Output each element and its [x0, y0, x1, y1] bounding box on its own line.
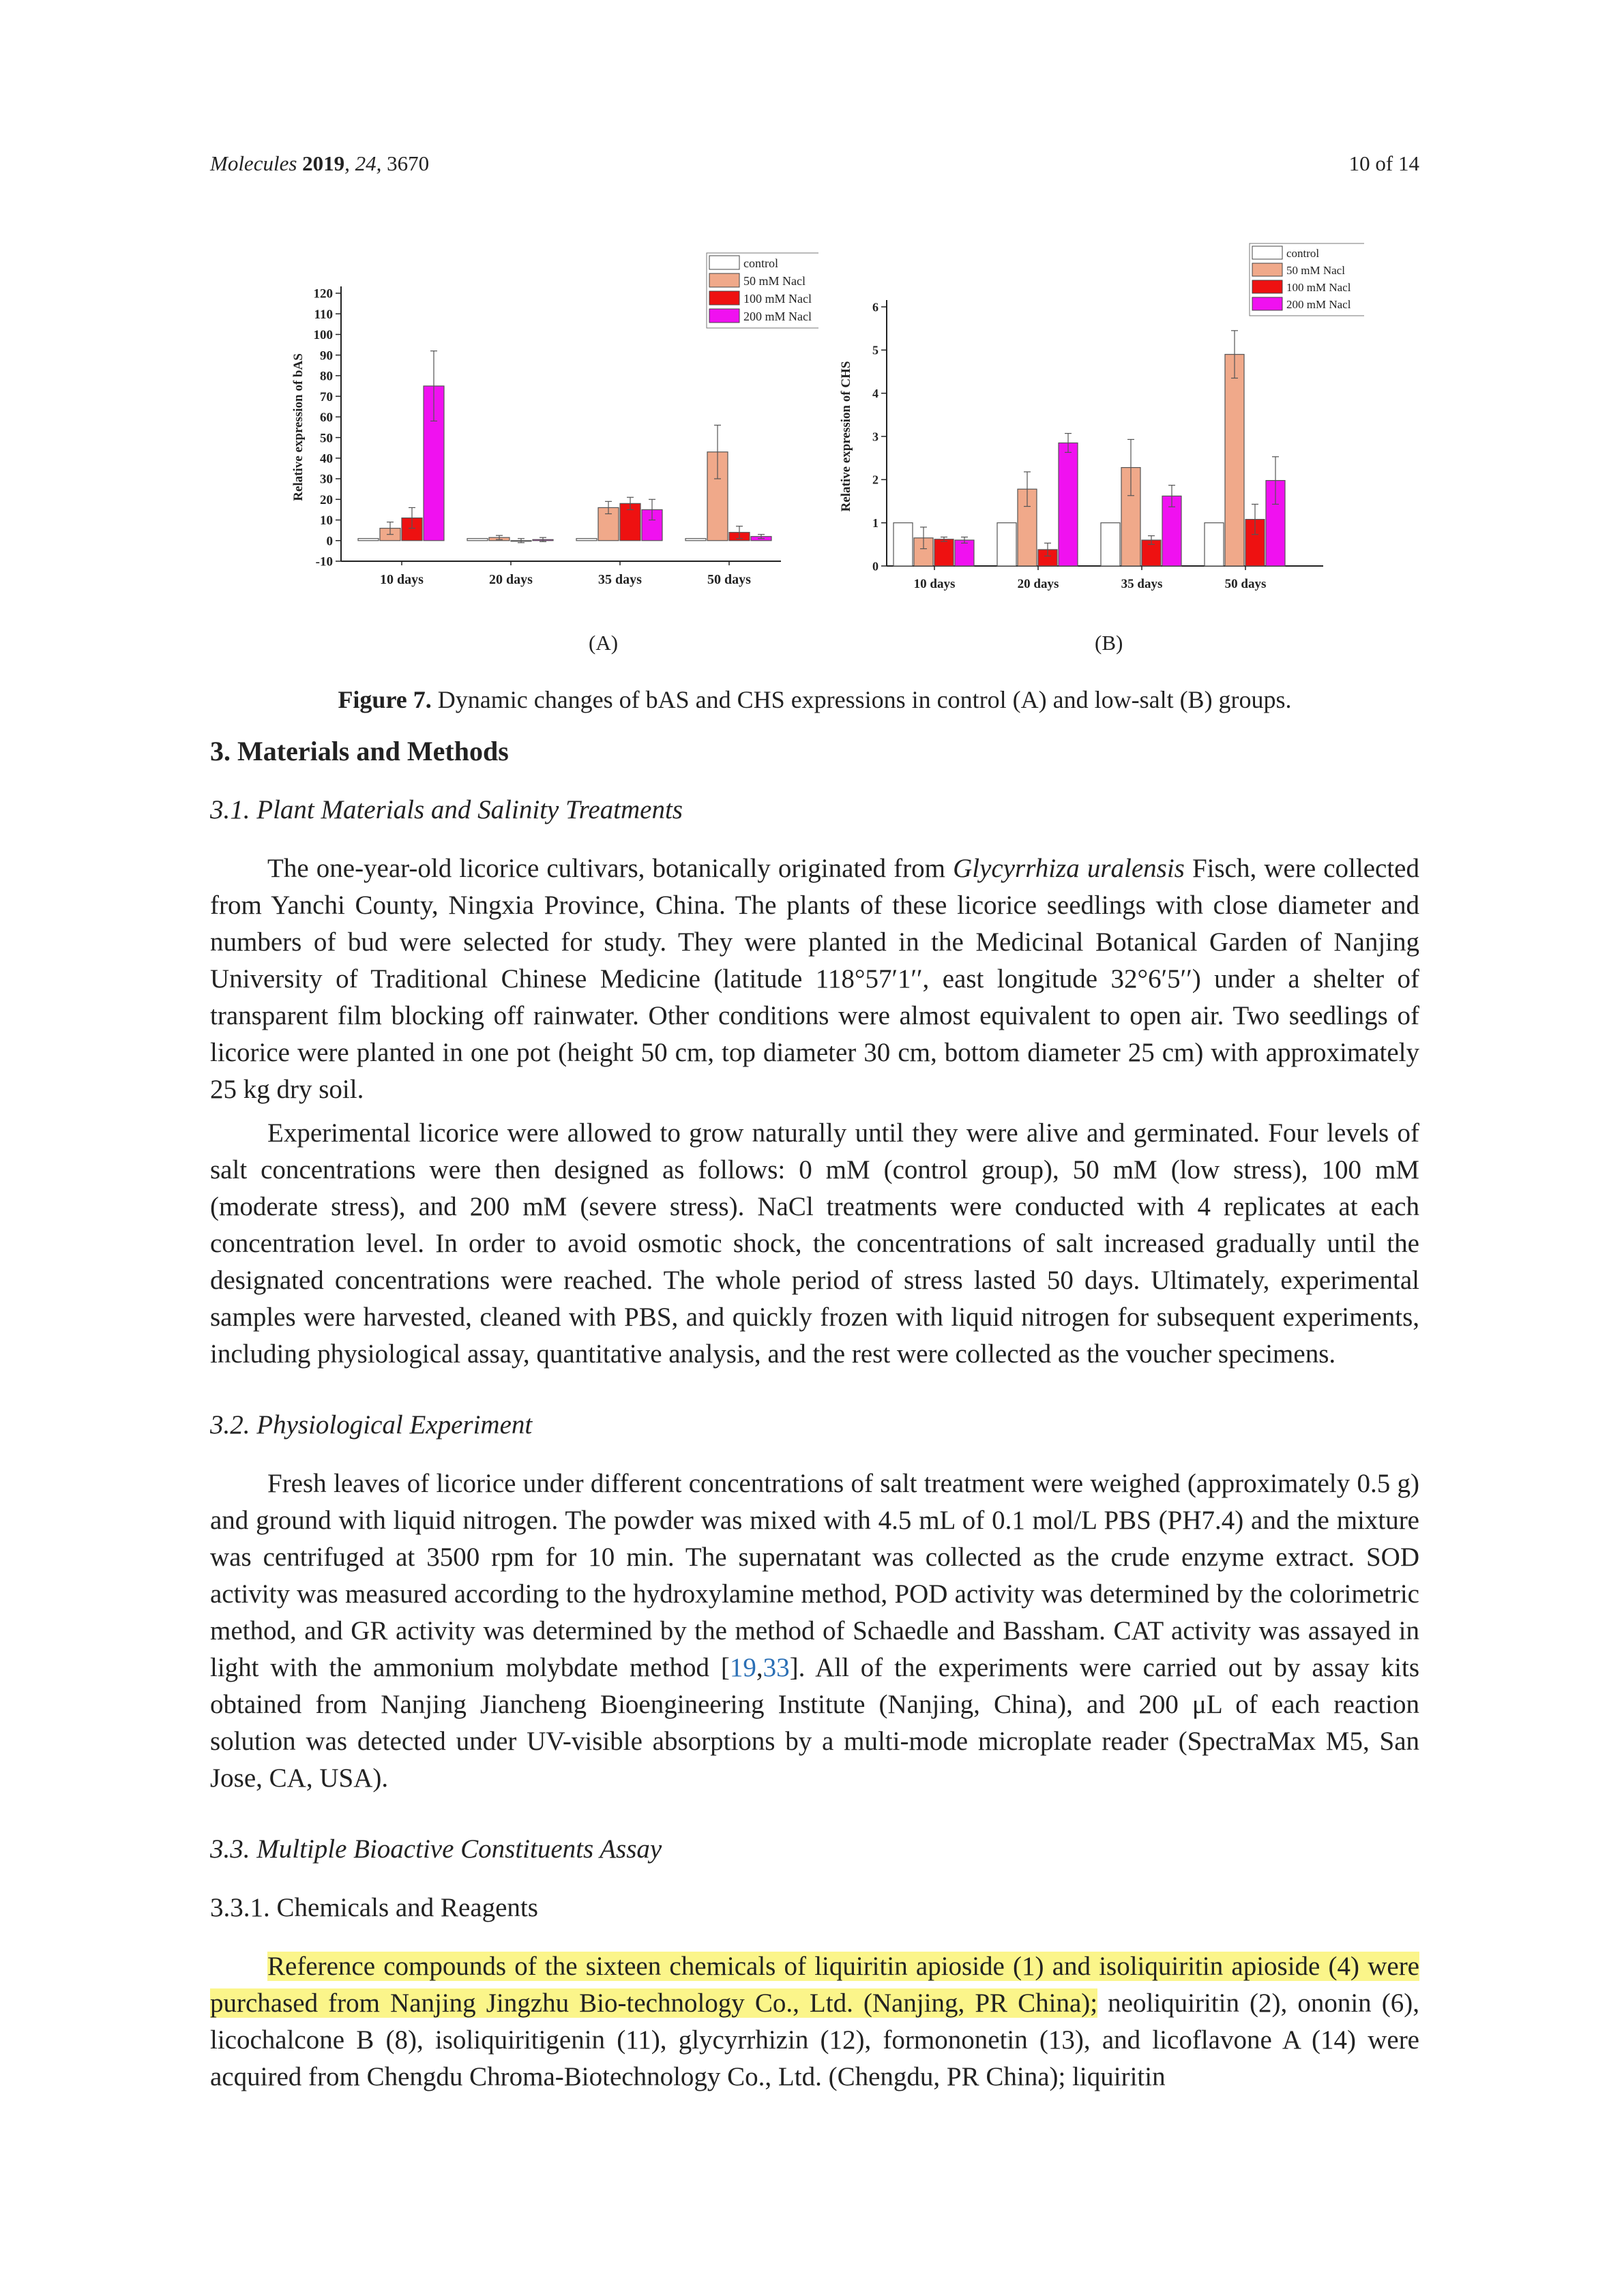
journal-volume: 24 [355, 151, 377, 175]
highlighted-text: Reference compounds of the sixteen chemicals of liquiritin apioside (1) and isoliquiritin apioside (4) were purchased from Nanjing Jingzhu Bio-technology Co., Ltd. (Nanjing, PR China); [210, 1952, 1419, 2018]
y-tick-label: 3 [872, 430, 879, 444]
species-name: Glycyrrhiza uralensis [953, 854, 1185, 883]
y-tick-label: -10 [315, 554, 333, 569]
main-text [210, 733, 1419, 2102]
y-tick-label: 6 [872, 300, 879, 314]
legend-label: 200 mM Nacl [1286, 298, 1351, 311]
chart-bas-expression [273, 235, 818, 617]
y-tick-label: 50 [320, 431, 333, 446]
subsection-heading-3-2: 3.2. Physiological Experiment [210, 1410, 533, 1440]
y-tick-label: 120 [313, 286, 333, 301]
x-tick-label: 35 days [598, 572, 642, 587]
paragraph-3-1-a [210, 850, 1419, 1108]
legend-swatch [1252, 280, 1282, 293]
y-tick-label: 0 [326, 534, 333, 549]
running-header-citation: Molecules 2019, 24, 3670 [210, 151, 430, 175]
citation-link-19[interactable]: 19 [729, 1653, 756, 1682]
bar-200-mm-nacl [1059, 443, 1078, 567]
paragraph-text: The one-year-old licorice cultivars, botanically originated from [267, 854, 954, 883]
bar-control [894, 523, 913, 566]
bar-control [358, 539, 379, 541]
bar-100-mm-nacl [934, 539, 954, 566]
legend-swatch [709, 291, 739, 305]
x-tick-label: 20 days [489, 572, 533, 587]
legend-swatch [1252, 263, 1282, 276]
citation-separator: , [756, 1653, 763, 1682]
y-axis-label: Relative expression of CHS [839, 361, 853, 512]
legend-label: control [743, 256, 778, 270]
x-tick-label: 50 days [1224, 577, 1267, 591]
legend-label: 50 mM Nacl [1286, 264, 1345, 277]
panel-label-b: (B) [1095, 631, 1123, 655]
panel-label-a: (A) [589, 631, 619, 655]
figure-caption [210, 685, 1419, 714]
paragraph-text: Fresh leaves of licorice under different concentrations of salt treatment were weighed (approximately 0.5 g) and ground with liquid nitrogen. The powder was mixed with 4.5 mL of 0.1 mol/L PBS (PH7.4) and the mixture was centrifuged at 3500 rpm for 10 min. The supernatant was collected as the crude enzyme extract. SOD activity was measured according to the hydroxylamine method, POD activity was determined by the colorimetric method, and GR activity was determined by the method of Schaedle and Bassham. CAT activity was assayed in light with the ammonium molybdate method [ [210, 1469, 1419, 1682]
subsection-heading-3-3: 3.3. Multiple Bioactive Constituents Assay [210, 1834, 662, 1864]
y-tick-label: 10 [320, 513, 333, 528]
x-tick-label: 10 days [913, 577, 956, 591]
x-tick-label: 50 days [707, 572, 751, 587]
paragraph-text: Fisch, were collected from Yanchi County, Ningxia Province, China. The plants of these licorice seedlings with close diameter and numbers of bud were selected for study. They were planted in the Medicinal Botanical Garden of Nanjing University of Traditional Chinese Medicine (latitude 118°57′1′′, east longitude 32°6′5′′) under a shelter of transparent film blocking off rainwater. Other conditions were almost equivalent to open air. Two seedlings of licorice were planted in one pot (height 50 cm, top diameter 30 cm, bottom diameter 25 cm) with approximately 25 kg dry soil. [210, 854, 1419, 1104]
caption-text: Dynamic changes of bAS and CHS expressions in control (A) and low-salt (B) groups. [437, 686, 1292, 713]
y-tick-label: 90 [320, 348, 333, 363]
legend-label: 100 mM Nacl [743, 292, 812, 305]
legend-label: 100 mM Nacl [1286, 281, 1351, 294]
x-tick-label: 10 days [380, 572, 424, 587]
y-tick-label: 80 [320, 369, 333, 384]
legend-label: 200 mM Nacl [743, 310, 812, 323]
paragraph-text: ]. All of the experiments were carried out by assay kits obtained from Nanjing Jiancheng Bioengineering Institute (Nanjing, China), and 200 μL of each reaction solution was detected under UV-visible absorptions by a multi-mode microplate reader (SpectraMax M5, San Jose, CA, USA). [210, 1653, 1420, 1793]
legend-swatch [709, 309, 739, 323]
legend-label: 50 mM Nacl [743, 274, 806, 288]
bar-50-mm-nacl [1225, 355, 1244, 566]
bar-control [685, 539, 706, 541]
paragraph-3-2 [210, 1465, 1419, 1797]
y-tick-label: 1 [872, 516, 879, 530]
paragraph-text: neoliquiritin (2), ononin (6), licochalcone B (8), isoliquiritigenin (11), glycyrrhizin (12), formononetin (13), and licoflavone A (14) were acquired from Chengdu Chroma-Biotechnology Co., Ltd. (Chengdu, PR China); liquiritin [210, 1988, 1419, 2091]
paragraph-3-1-b: Experimental licorice were allowed to grow naturally until they were alive and germinated. Four levels of salt concentrations were then designed as follows: 0 mM (control group), 50 mM (low stress), 100 mM (moderate stress), and 200 mM (severe stress). NaCl treatments were conducted with 4 replicates at each concentration level. In order to avoid osmotic shock, the concentrations of salt increased gradually until the designated concentrations were reached. The whole period of stress lasted 50 days. Ultimately, experimental samples were harvested, cleaned with PBS, and quickly frozen with liquid nitrogen for subsequent experiments, including physiological assay, quantitative analysis, and the rest were collected as the voucher specimens. [210, 1118, 1419, 1369]
legend-swatch [1252, 246, 1282, 259]
subsubsection-heading-3-3-1: 3.3.1. Chemicals and Reagents [210, 1893, 538, 1922]
y-tick-label: 70 [320, 389, 333, 404]
paragraph-3-3-1 [210, 1948, 1419, 2096]
legend-swatch [1252, 297, 1282, 310]
y-tick-label: 2 [872, 473, 879, 487]
y-tick-label: 110 [314, 307, 333, 322]
figure-7 [273, 235, 1364, 665]
legend-label: control [1286, 247, 1320, 260]
journal-year: 2019 [302, 151, 345, 175]
chart-chs-expression [818, 235, 1364, 617]
y-tick-label: 40 [320, 451, 333, 466]
bar-control [576, 539, 597, 541]
journal-name: Molecules [210, 151, 297, 175]
page-number: 10 of 14 [1348, 151, 1419, 175]
bar-control [1205, 523, 1224, 566]
y-axis-label: Relative expression of bAS [291, 353, 306, 501]
subsection-heading-3-1: 3.1. Plant Materials and Salinity Treatments [210, 795, 683, 824]
article-number: 3670 [387, 151, 430, 175]
y-tick-label: 0 [872, 559, 879, 573]
bar-200-mm-nacl [955, 540, 974, 566]
bar-control [997, 523, 1016, 566]
y-tick-label: 5 [872, 343, 879, 357]
y-tick-label: 30 [320, 472, 333, 487]
x-tick-label: 35 days [1121, 577, 1163, 591]
bar-control [467, 539, 488, 541]
y-tick-label: 60 [320, 411, 333, 426]
legend-swatch [709, 273, 739, 287]
caption-label: Figure 7. [338, 686, 432, 713]
section-heading-3: 3. Materials and Methods [210, 736, 509, 766]
y-tick-label: 20 [320, 492, 333, 507]
citation-link-33[interactable]: 33 [763, 1653, 790, 1682]
legend-swatch [709, 256, 739, 269]
x-tick-label: 20 days [1017, 577, 1059, 591]
bar-control [1101, 523, 1120, 566]
y-tick-label: 100 [313, 328, 333, 343]
y-tick-label: 4 [872, 386, 879, 400]
